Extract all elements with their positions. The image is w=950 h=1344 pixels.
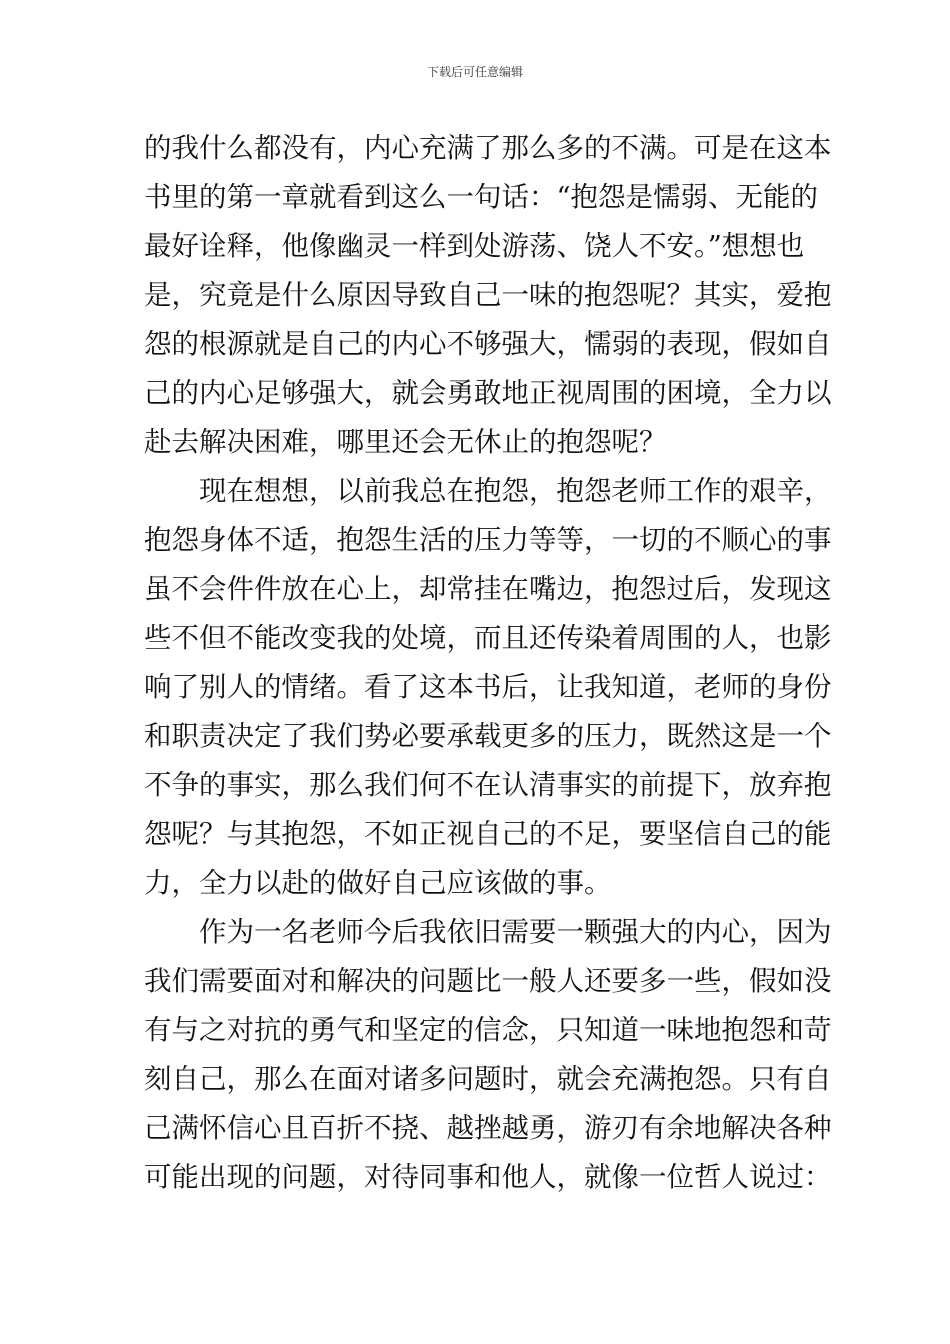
text-line: 是，究竟是什么原因导致自己一味的抱怨呢？其实，爱抱 (144, 279, 832, 311)
text-line: 力，全力以赴的做好自己应该做的事。 (144, 867, 612, 899)
page-header: 下载后可任意编辑 (426, 65, 523, 79)
text-line: 可能出现的问题，对待同事和他人，就像一位哲人说过： (144, 1161, 832, 1193)
text-line: 最好诠释，他像幽灵一样到处游荡、饶人不安。”想想也 (144, 230, 805, 262)
text-line: 己满怀信心且百折不挠、越挫越勇，游刃有余地解决各种 (144, 1112, 832, 1144)
paragraph-3 (144, 908, 832, 1202)
text-line: 和职责决定了我们势必要承载更多的压力，既然这是一个 (144, 720, 832, 752)
text-line: 响了别人的情绪。看了这本书后，让我知道，老师的身份 (144, 671, 832, 703)
text-line: 虽不会件件放在心上，却常挂在嘴边，抱怨过后，发现这 (144, 573, 832, 605)
text-line: 抱怨身体不适，抱怨生活的压力等等，一切的不顺心的事 (144, 524, 832, 556)
text-line: 的我什么都没有，内心充满了那么多的不满。可是在这本 (144, 132, 832, 164)
text-line: 怨呢？与其抱怨，不如正视自己的不足，要坚信自己的能 (144, 818, 832, 850)
text-line: 有与之对抗的勇气和坚定的信念，只知道一味地抱怨和苛 (144, 1014, 832, 1046)
text-line: 我们需要面对和解决的问题比一般人还要多一些，假如没 (144, 965, 832, 997)
text-line: 己的内心足够强大，就会勇敢地正视周围的困境，全力以 (144, 377, 832, 409)
text-line: 现在想想，以前我总在抱怨，抱怨老师工作的艰辛， (144, 475, 832, 507)
document-body (144, 124, 832, 1202)
paragraph-2 (144, 467, 832, 908)
text-line: 怨的根源就是自己的内心不够强大，懦弱的表现，假如自 (144, 328, 832, 360)
text-line: 作为一名老师今后我依旧需要一颗强大的内心，因为 (144, 916, 832, 948)
text-line: 书里的第一章就看到这么一句话：“抱怨是懦弱、无能的 (144, 181, 819, 213)
text-line: 赴去解决困难，哪里还会无休止的抱怨呢？ (144, 426, 667, 458)
text-line: 刻自己，那么在面对诸多问题时，就会充满抱怨。只有自 (144, 1063, 832, 1095)
paragraph-1 (144, 124, 832, 467)
text-line: 些不但不能改变我的处境，而且还传染着周围的人，也影 (144, 622, 832, 654)
text-line: 不争的事实，那么我们何不在认清事实的前提下，放弃抱 (144, 769, 832, 801)
